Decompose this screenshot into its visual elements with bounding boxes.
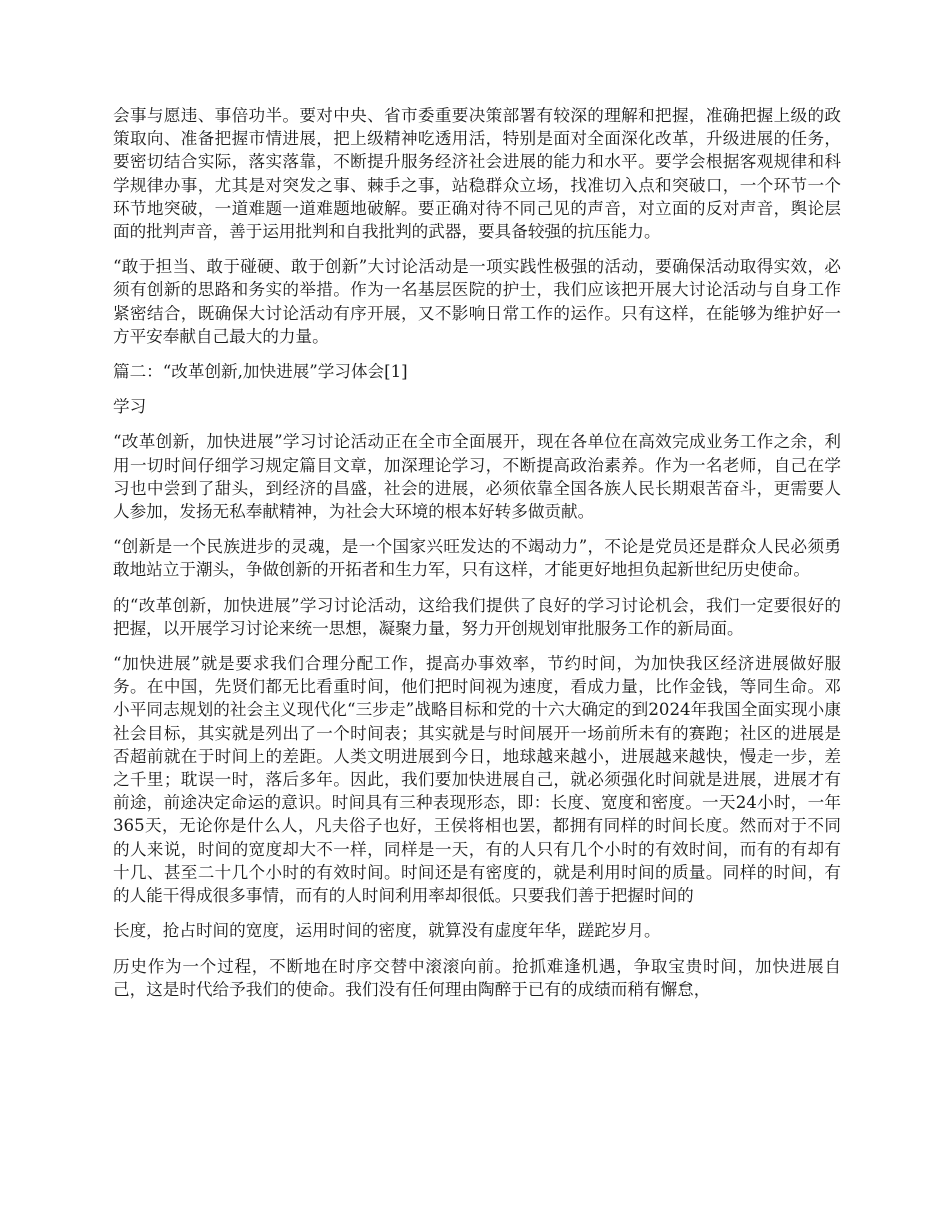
paragraph-3: “改革创新，加快进展”学习讨论活动正在全市全面展开，现在各单位在高效完成业务工作之余，利用一切时间仔细学习规定篇目文章，加深理论学习，不断提高政治素养。作为一名老师，自己在学习也中尝到了甜头，到经济的昌盛，社会的进展，必须依靠全国各族人民长期艰苦奋斗，更需要人人参加，发扬无私奉献精神，为社会大环境的根本好转多做贡献。 xyxy=(113,432,841,522)
document-body xyxy=(113,104,841,1013)
paragraph-2: “敢于担当、敢于碰硬、敢于创新”大讨论活动是一项实践性极强的活动，要确保活动取得实效，必须有创新的思路和务实的举措。作为一名基层医院的护士，我们应该把开展大讨论活动与自身工作紧密结合，既确保大讨论活动有序开展，又不影响日常工作的运作。只有这样，在能够为维护好一方平安奉献自己最大的力量。 xyxy=(113,257,841,346)
section-heading: 篇二：“改革创新,加快进展”学习体会[1] xyxy=(113,362,408,382)
paragraph-6: “加快进展”就是要求我们合理分配工作，提高办事效率，节约时间，为加快我区经济进展做好服务。在中国，先贤们都无比看重时间，他们把时间视为速度，看成力量，比作金钱，等同生命。邓小平同志规划的社会主义现代化“三步走”战略目标和党的十六大确定的到2024年我国全面实现小康社会目标，其实就是列出了一个时间表；其实就是与时间展开一场前所未有的赛跑；社区的进展是否超前就在于时间上的差距。人类文明进展到今日，地球越来越小，进展越来越快，慢走一步，差之千里；耽误一时，落后多年。因此，我们要加快进展自己，就必须强化时间就是进展，进展才有前途，前途决定命运的意识。时间具有三种表现形态，即：长度、宽度和密度。一天24小时，一年365天，无论你是什么人，凡夫俗子也好，王侯将相也罢，都拥有同样的时间长度。然而对于不同的人来说，时间的宽度却大不一样，同样是一天，有的人只有几个小时的有效时间，而有的有却有十几、甚至二十几个小时的有效时间。时间还是有密度的，就是利用时间的质量。同样的时间，有的人能干得成很多事情，而有的人时间利用率却很低。只要我们善于把握时间的 xyxy=(113,654,841,906)
paragraph-1: 会事与愿违、事倍功半。要对中央、省市委重要决策部署有较深的理解和把握，准确把握上级的政策取向、准备把握市情进展，把上级精神吃透用活，特别是面对全面深化改革，升级进展的任务，要密切结合实际，落实落靠，不断提升服务经济社会进展的能力和水平。要学会根据客观规律和科学规律办事，尤其是对突发之事、棘手之事，站稳群众立场，找准切入点和突破口，一个环节一个环节地突破，一道难题一道难题地破解。要正确对待不同己见的声音，对立面的反对声音，舆论层面的批判声音，善于运用批判和自我批判的武器，要具备较强的抗压能力。 xyxy=(113,106,841,242)
paragraph-study: 学习 xyxy=(113,397,147,417)
paragraph-7: 长度，抢占时间的宽度，运用时间的密度，就算没有虚度年华，蹉跎岁月。 xyxy=(113,921,661,941)
paragraph-4: “创新是一个民族进步的灵魂，是一个国家兴旺发达的不竭动力”，不论是党员还是群众人民必须勇敢地站立于潮头，争做创新的开拓者和生力军，只有这样，才能更好地担负起新世纪历史使命。 xyxy=(113,537,841,580)
paragraph-8: 历史作为一个过程，不断地在时序交替中滚滚向前。抢抓难逢机遇，争取宝贵时间，加快进展自己，这是时代给予我们的使命。我们没有任何理由陶醉于已有的成绩而稍有懈怠， xyxy=(113,956,841,999)
paragraph-5: 的“改革创新，加快进展”学习讨论活动，这给我们提供了良好的学习讨论机会，我们一定要很好的把握，以开展学习讨论来统一思想，凝聚力量，努力开创规划审批服务工作的新局面。 xyxy=(113,595,841,638)
